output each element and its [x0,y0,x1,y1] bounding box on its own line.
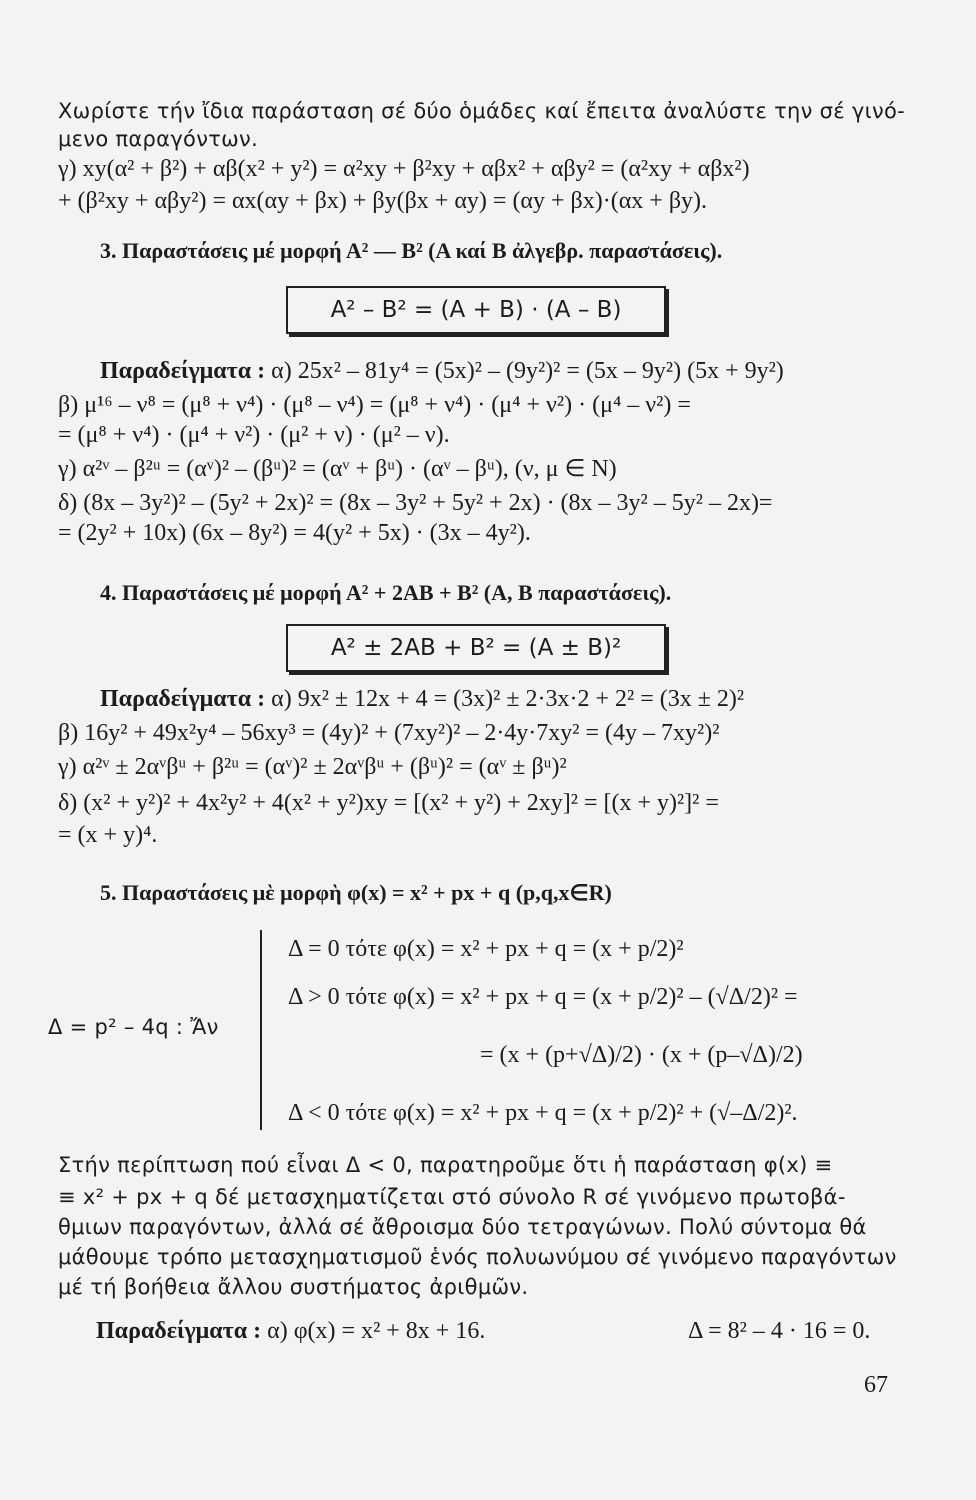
section-4-heading: 4. Παραστάσεις μέ μορφή Α² + 2ΑΒ + Β² (Α, Β παραστάσεις). [100,580,672,605]
case-delta-negative: Δ < 0 τότε φ(x) = x² + px + q = (x + p/2)² + (√–Δ/2)². [288,1100,798,1126]
section-3-example-d-1: δ) (8x – 3y²)² – (5y² + 2x)² = (8x – 3y² + 5y² + 2x) · (8x – 3y² – 5y² – 2x)= [58,490,773,516]
page-number: 67 [864,1372,888,1398]
section-3-example-b-1: β) μ¹⁶ – ν⁸ = (μ⁸ + ν⁴) · (μ⁸ – ν⁴) = (μ⁸ + ν⁴) · (μ⁴ + ν²) · (μ⁴ – ν²) = [58,392,691,418]
paragraph-line-2: ≡ x² + px + q δέ μετασχηματίζεται στό σύνολο R σέ γινόμενο πρωτοβά- [58,1185,846,1209]
section-5-example-a-text: α) φ(x) = x² + 8x + 16. [267,1318,486,1344]
paragraph-line-3: θμιων παραγόντων, ἀλλά σέ ἄθροισμα δύο τετραγώνων. Πολύ σύντομα θά [58,1215,867,1239]
section-4-example-a [100,684,744,714]
example-g-line-1: γ) xy(α² + β²) + αβ(x² + y²) = α²xy + β²xy + αβx² + αβy² = (α²xy + αβx²) [58,156,750,182]
section-5-heading: 5. Παραστάσεις μὲ μορφὴ φ(x) = x² + px + q (p,q,x∈R) [100,880,612,905]
intro-line-1: Χωρίστε τήν ἴδια παράσταση σέ δύο ὁμάδες καί ἔπειτα ἀναλύστε την σέ γινό- [58,99,906,123]
case-delta-positive-2: = (x + (p+√Δ)/2) · (x + (p–√Δ)/2) [480,1042,803,1068]
section-3-example-b-2: = (μ⁸ + ν⁴) · (μ⁴ + ν²) · (μ² + ν) · (μ² – ν). [58,422,450,448]
section-3-formula: A² – B² = (A + B) · (A – B) [330,297,622,323]
section-3-heading: 3. Παραστάσεις μέ μορφή Α² — Β² (Α καί Β ἀλγεβρ. παραστάσεις). [100,238,723,263]
cases-brace-rule [260,930,262,1130]
case-delta-zero: Δ = 0 τότε φ(x) = x² + px + q = (x + p/2)² [288,936,684,962]
section-3-formula-box [286,286,666,334]
section-5-example-a-delta: Δ = 8² – 4 · 16 = 0. [688,1318,871,1344]
section-4-example-c: γ) α²ᵛ ± 2αᵛβᵘ + β²ᵘ = (αᵛ)² ± 2αᵛβᵘ + (βᵘ)² = (αᵛ ± βᵘ)² [58,754,567,780]
section-3-example-d-2: = (2y² + 10x) (6x – 8y²) = 4(y² + 5x) · (3x – 4y²). [58,520,531,546]
section-3-example-a-text: α) 25x² – 81y⁴ = (5x)² – (9y²)² = (5x – 9y²) (5x + 9y²) [271,358,784,384]
example-g-line-2: + (β²xy + αβy²) = αx(αy + βx) + βy(βx + αy) = (αy + βx)·(αx + βy). [58,188,708,214]
section-3-examples-label: Παραδείγματα : [100,358,266,384]
section-4-formula: A² ± 2AB + B² = (A ± B)² [330,635,622,661]
section-4-example-a-text: α) 9x² ± 12x + 4 = (3x)² ± 2·3x·2 + 2² = (3x ± 2)² [271,686,745,712]
case-delta-positive-1: Δ > 0 τότε φ(x) = x² + px + q = (x + p/2)² – (√Δ/2)² = [288,984,798,1010]
section-5-example-a [96,1316,485,1346]
section-3-example-a [100,356,784,386]
section-4-examples-label: Παραδείγματα : [100,686,266,712]
paragraph-line-1: Στήν περίπτωση πού εἶναι Δ < 0, παρατηροῦμε ὅτι ἡ παράσταση φ(x) ≡ [58,1153,833,1177]
section-4-example-b: β) 16y² + 49x²y⁴ – 56xy³ = (4y)² + (7xy²)² – 2·4y·7xy² = (4y – 7xy²)² [58,720,720,746]
intro-line-2: μενο παραγόντων. [58,127,259,151]
section-5-examples-label: Παραδείγματα : [96,1318,262,1344]
section-3-example-c: γ) α²ᵛ – β²ᵘ = (αᵛ)² – (βᵘ)² = (αᵛ + βᵘ) · (αᵛ – βᵘ), (ν, μ ∈ N) [58,456,617,482]
paragraph-line-4: μάθουμε τρόπο μετασχηματισμοῦ ἑνός πολυωνύμου σέ γινόμενο παραγόντων [58,1245,897,1269]
section-4-example-d-1: δ) (x² + y²)² + 4x²y² + 4(x² + y²)xy = [(x² + y²) + 2xy]² = [(x + y)²]² = [58,790,719,816]
section-4-example-d-2: = (x + y)⁴. [58,822,158,848]
section-4-formula-box [286,624,666,672]
delta-definition: Δ = p² – 4q : Ἄν [48,1015,219,1039]
paragraph-line-5: μέ τή βοήθεια ἄλλου συστήματος ἀριθμῶν. [58,1275,529,1299]
